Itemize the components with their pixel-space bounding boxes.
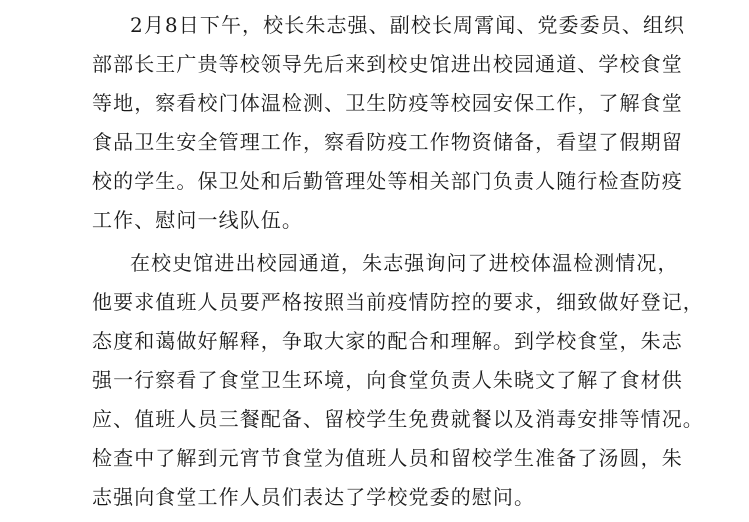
paragraph-1-line-4: 食品卫生安全管理工作，察看防疫工作物资储备，看望了假期留 bbox=[92, 130, 683, 154]
paragraph-2-line-7: 志强向食堂工作人员们表达了学校党委的慰问。 bbox=[92, 485, 536, 509]
paragraph-2-line-1: 在校史馆进出校园通道，朱志强询问了进校体温检测情况， bbox=[130, 251, 679, 275]
paragraph-1-line-2: 部部长王广贵等校领导先后来到校史馆进出校园通道、学校食堂 bbox=[92, 52, 683, 76]
paragraph-2-line-4: 强一行察看了食堂卫生环境，向食堂负责人朱晓文了解了食材供 bbox=[92, 368, 683, 392]
paragraph-2-line-6: 检查中了解到元宵节食堂为值班人员和留校学生准备了汤圆，朱 bbox=[92, 446, 683, 470]
paragraph-2-line-3: 态度和蔼做好解释，争取大家的配合和理解。到学校食堂，朱志 bbox=[92, 329, 683, 353]
paragraph-2-line-2: 他要求值班人员要严格按照当前疫情防控的要求，细致做好登记， bbox=[92, 290, 704, 314]
paragraph-1-line-1: 2月8日下午，校长朱志强、副校长周霄闻、党委委员、组织 bbox=[130, 13, 686, 37]
paragraph-1-line-3: 等地，察看校门体温检测、卫生防疫等校园安保工作，了解食堂 bbox=[92, 91, 683, 115]
paragraph-1-line-6: 工作、慰问一线队伍。 bbox=[92, 208, 303, 232]
paragraph-1-line-5: 校的学生。保卫处和后勤管理处等相关部门负责人随行检查防疫 bbox=[92, 169, 683, 193]
paragraph-2-line-5: 应、值班人员三餐配备、留校学生免费就餐以及消毒安排等情况。 bbox=[92, 407, 704, 431]
